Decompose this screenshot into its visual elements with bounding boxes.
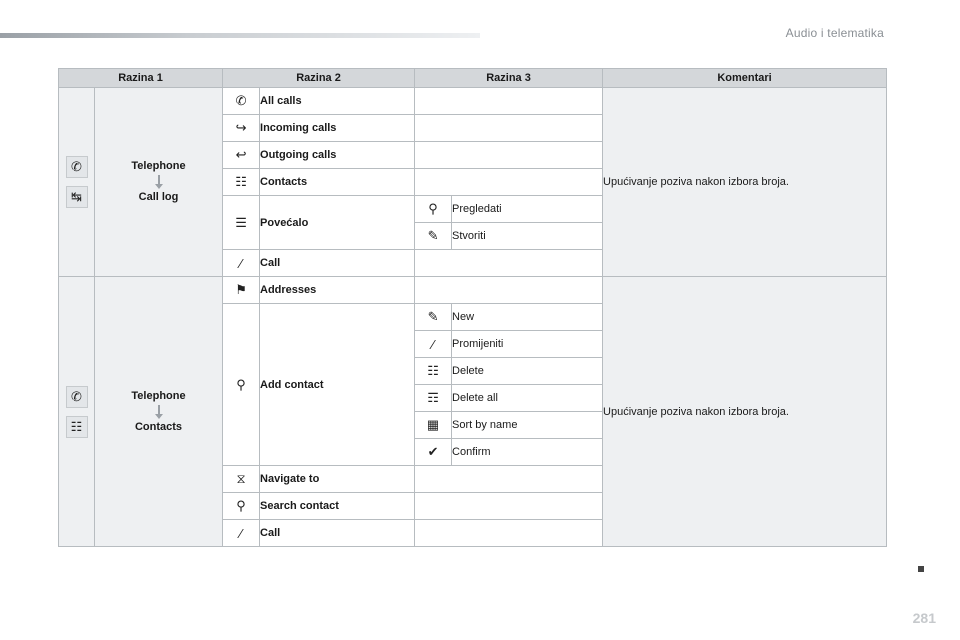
column-header: Razina 2 [223,69,415,88]
comment-cell: Upućivanje poziva nakon izbora broja. [603,88,887,277]
empty-cell [415,520,603,547]
create-icon: ✎ [427,228,439,243]
empty-cell [415,250,603,277]
row-icon-cell [223,304,260,466]
phone-icon: ✆ [235,93,247,108]
comment-cell: Upućivanje poziva nakon izbora broja. [603,277,887,547]
voicemail-icon: ☰ [235,214,247,230]
level1-cell [59,88,95,277]
sub-menu-item[interactable]: Sort by name [452,412,603,439]
level2-cell [95,88,223,277]
row-icon-cell [223,277,260,304]
row-icon-cell [223,466,260,493]
sub-icon-cell [415,412,452,439]
menu-item[interactable]: Addresses [260,277,415,304]
sub-menu-item[interactable]: Confirm [452,439,603,466]
sort-icon: ▦ [426,417,440,432]
sub-menu-item[interactable]: Stvoriti [452,223,603,250]
edit-icon: ∕ [431,336,435,352]
sub-icon-cell [415,439,452,466]
menu-table [58,68,887,547]
sub-icon-cell [415,304,452,331]
level2-bottom-label: Call log [138,191,179,203]
call-log-icon: ↹ [66,186,88,208]
sub-menu-item[interactable]: Delete all [452,385,603,412]
add-contact-icon: ⚲ [236,376,246,392]
addresses-icon: ⚑ [235,282,247,297]
row-icon-cell [223,142,260,169]
outgoing-call-icon: ↩ [235,147,247,162]
contacts-icon: ☷ [66,416,88,438]
empty-cell [415,169,603,196]
empty-cell [415,142,603,169]
row-icon-cell [223,169,260,196]
delete-all-icon: ☶ [427,390,439,405]
level2-top-label: Telephone [131,389,186,402]
menu-item[interactable]: Call [260,520,415,547]
navigate-icon: ⧖ [236,471,246,486]
level2-top-label: Telephone [131,160,186,172]
page-marker [918,566,924,572]
delete-icon: ☷ [427,363,439,378]
menu-item[interactable]: Add contact [260,304,415,466]
row-icon-cell [223,493,260,520]
call-icon: ∕ [239,525,243,541]
sub-menu-item[interactable]: Delete [452,358,603,385]
menu-item[interactable]: Search contact [260,493,415,520]
row-icon-cell [223,196,260,250]
sub-icon-cell [415,331,452,358]
arrow-down-icon [155,414,163,419]
column-header: Razina 1 [59,69,223,88]
sub-icon-cell [415,358,452,385]
incoming-call-icon: ↪ [235,120,247,135]
call-icon: ∕ [239,255,243,271]
empty-cell [415,88,603,115]
arrow-down-icon [155,184,163,189]
section-title: Audio i telematika [785,26,884,40]
row-icon-cell [223,88,260,115]
arrow-line [158,175,160,184]
row-icon-cell [223,115,260,142]
empty-cell [415,115,603,142]
new-icon: ✎ [427,309,439,324]
empty-cell [415,493,603,520]
menu-item[interactable]: Call [260,250,415,277]
page-number: 281 [912,610,936,626]
column-header: Komentari [603,69,887,88]
sub-icon-cell [415,196,452,223]
menu-item[interactable]: Outgoing calls [260,142,415,169]
sub-menu-item[interactable]: Pregledati [452,196,603,223]
sub-icon-cell [415,223,452,250]
phone-icon: ✆ [66,156,88,178]
level2-cell [95,277,223,547]
search-contact-icon: ⚲ [236,498,246,513]
menu-item[interactable]: Contacts [260,169,415,196]
header-gradient-bar [0,33,480,38]
phone-icon: ✆ [66,386,88,408]
level1-cell [59,277,95,547]
empty-cell [415,277,603,304]
row-icon-cell [223,520,260,547]
menu-item[interactable]: Navigate to [260,466,415,493]
arrow-line [158,405,160,414]
contacts-icon: ☷ [235,174,247,189]
column-header: Razina 3 [415,69,603,88]
empty-cell [415,466,603,493]
level2-bottom-label: Contacts [134,420,183,433]
sub-icon-cell [415,385,452,412]
view-icon: ⚲ [428,201,438,216]
menu-item[interactable]: Povećalo [260,196,415,250]
menu-item[interactable]: Incoming calls [260,115,415,142]
row-icon-cell [223,250,260,277]
sub-menu-item[interactable]: Promijeniti [452,331,603,358]
check-icon: ✔ [427,444,439,459]
sub-menu-item[interactable]: New [452,304,603,331]
menu-item[interactable]: All calls [260,88,415,115]
